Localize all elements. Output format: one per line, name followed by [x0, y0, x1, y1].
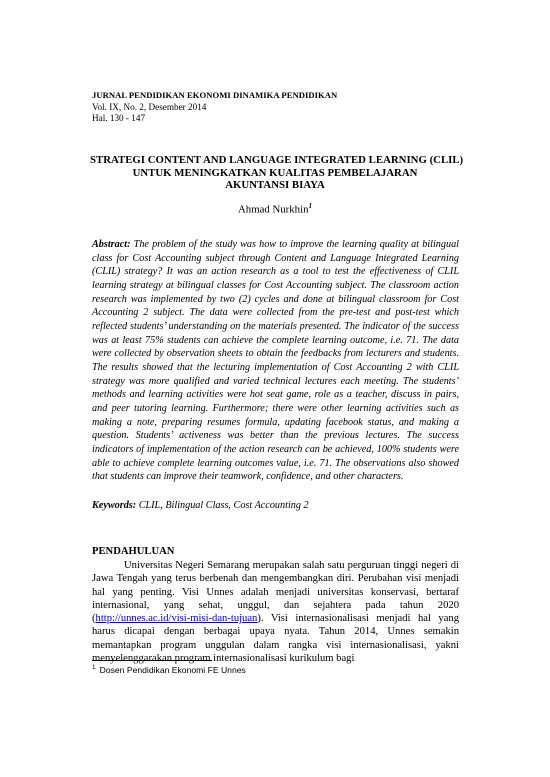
journal-pages: Hal. 130 - 147 — [92, 113, 146, 124]
abstract-label: Abstract: — [92, 239, 131, 250]
author — [90, 202, 460, 216]
abstract — [92, 238, 459, 484]
keywords — [92, 500, 309, 511]
journal-volume: Vol. IX, No. 2, Desember 2014 — [92, 101, 207, 112]
abstract-text: The problem of the study was how to improve the learning quality at bilingual class for Cost Accounting subject through Content and Language Integrated Learning (CLIL) strategy? It was an action research as a tool to test the effectiveness of CLIL learning strategy at bilingual classes for Cost Accounting subject. The classroom action research was implemented by two (2) cycles and done at bilingual classroom for Cost Accounting 2 subject. The data were collected from the pre-test and post-test which reflected students’ understanding on the materials presented. The indicator of the success was at least 75% students can achieve the complete learning outcome, i.e. 71. The data were collected by observation sheets to obtain the feedbacks from lecturers and students. The results showed that the lecturing implementation of Cost Accounting 2 with CLIL strategy was more qualified and varied technical lectures each meeting. The students’ methods and learning activities were hot seat game, role as a teacher, discuss in pairs, and peer tutoring learning. Furthermore; there were other learning activities such as making a note, preparing resumes formula, updating facebook status, and making a question. Students’ activeness was better than the previous lectures. The success indicators of implementation of the action research can be achieved, 100% students were able to achieve complete learning outcomes value, i.e. 71. The observations also showed that students can improve their teamwork, confidence, and other characters. — [92, 239, 460, 483]
title-line: AKUNTANSI BIAYA — [225, 179, 325, 192]
keywords-label: Keywords: — [92, 500, 137, 511]
paragraph-text-continued: ). Visi internasionalisasi menjadi hal yang harus dicapai dengan berbagai upaya nyata. Tahun 2014, Unnes semakin memantapkan program unggulan dalam rangka visi internasionalisasi, yakni menyelenggarakan program internasionalisasi kurikulum bagi — [92, 613, 459, 665]
journal-header — [92, 90, 337, 125]
title-line: STRATEGI CONTENT AND LANGUAGE INTEGRATED LEARNING (CLIL) — [90, 154, 464, 166]
footnote-mark: 1 — [92, 664, 96, 671]
footnote-text: Dosen Pendidikan Ekonomi FE Unnes — [99, 664, 246, 675]
author-name: Ahmad Nurkhin — [238, 203, 309, 216]
footnote — [92, 664, 246, 675]
paragraph-text: Universitas Negeri Semarang merupakan salah satu perguruan tinggi negeri di Jawa Tengah yang terus berbenah dan mengembangkan diri. Perubahan visi menjadi hal yang penting. Visi Unnes adalah menjadi universitas konservasi, bertaraf internasional, yang sehat, unggul, dan sejahtera pada tahun 2020 ( — [92, 560, 459, 625]
author-footnote-mark: 1 — [308, 202, 312, 210]
title-line: UNTUK MENINGKATKAN KUALITAS PEMBELAJARAN — [132, 166, 418, 179]
body-paragraph — [92, 559, 459, 665]
article-title — [90, 154, 464, 192]
journal-name: JURNAL PENDIDIKAN EKONOMI DINAMIKA PENDIDIKAN — [92, 90, 338, 100]
section-heading: PENDAHULUAN — [92, 546, 175, 557]
keywords-text: CLIL, Bilingual Class, Cost Accounting 2 — [138, 500, 309, 511]
visi-misi-link[interactable]: http://unnes.ac.id/visi-misi-dan-tujuan — [95, 613, 258, 625]
footnote-divider — [92, 660, 212, 661]
